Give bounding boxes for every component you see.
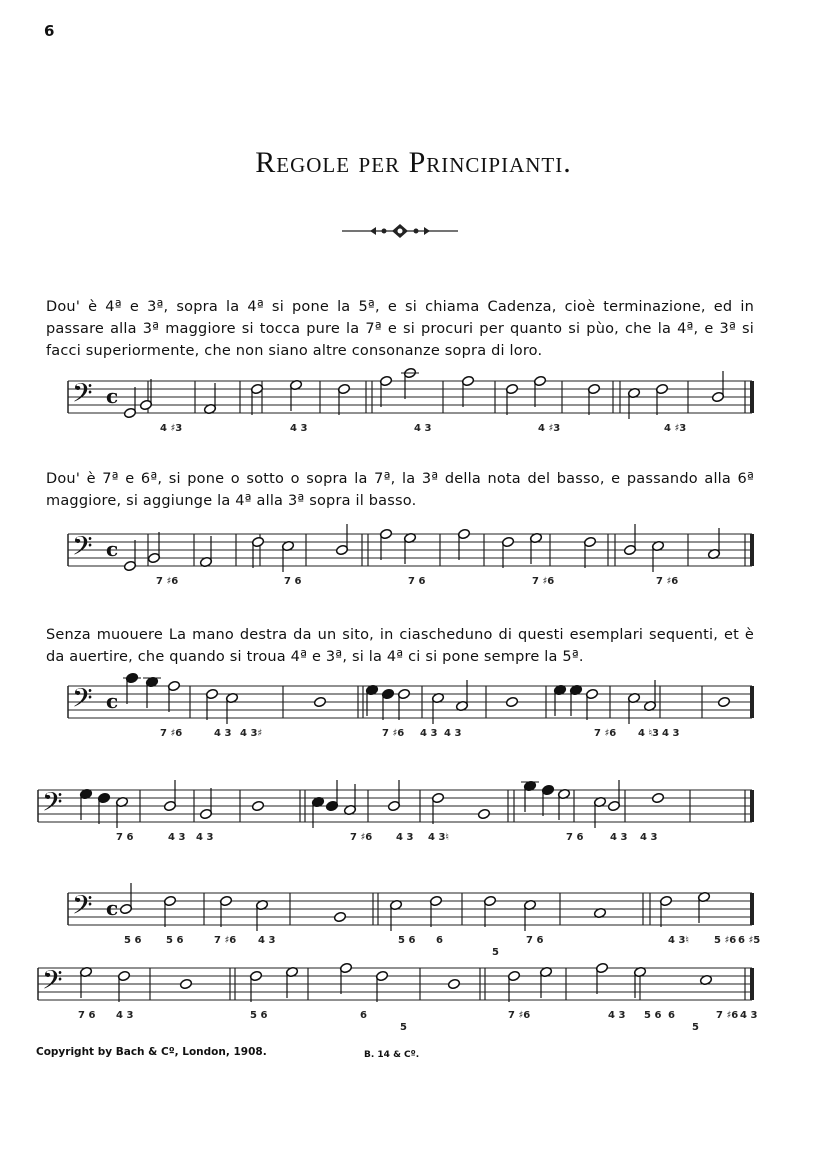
figured-bass: 7 ♯6 (508, 1010, 531, 1021)
figured-bass: 6 (668, 1010, 675, 1021)
figured-bass: 5 6 (124, 935, 142, 946)
figured-bass: 7 ♯6 (350, 832, 373, 843)
figured-bass: 4 3 (290, 423, 308, 434)
figured-bass: 4 3 (420, 728, 438, 739)
figured-bass: 5 6 (398, 935, 416, 946)
note (251, 800, 264, 811)
figured-bass: 7 6 (566, 832, 584, 843)
staff5-staff (68, 883, 760, 958)
figured-bass: 4 3♮ (668, 935, 689, 946)
note (447, 978, 460, 989)
figured-bass: 7 6 (78, 1010, 96, 1021)
figured-bass: 5 ♯6 (714, 935, 737, 946)
figured-bass: 7 ♯6 (532, 576, 555, 587)
figured-bass: 7 ♯6 (716, 1010, 739, 1021)
figured-bass: 4 3 (444, 728, 462, 739)
figured-bass: 4 3 (396, 832, 414, 843)
figured-bass: 4 ♯3 (664, 423, 687, 434)
staff3-staff (68, 672, 752, 739)
figured-bass: 4 3 (414, 423, 432, 434)
common-time-icon: c (106, 896, 119, 920)
common-time-icon: c (106, 384, 119, 408)
bass-clef-icon: 𝄢 (42, 786, 63, 824)
page-title: Regole per Principianti. (255, 146, 572, 179)
figured-bass: 4 ♯3 (538, 423, 561, 434)
figured-bass: 4 3 (662, 728, 680, 739)
bass-clef-icon: 𝄢 (72, 530, 93, 568)
figured-bass: 4 3♯ (240, 728, 263, 739)
paragraph-cadenza: Dou' è 4ª e 3ª, sopra la 4ª si pone la 5ª, e si chiama Cadenza, cioè terminazione, ed in passare alla 3ª maggiore si tocca pure la 7ª e si procuri per quanto si pùo, che la 4ª, e 3ª si facci superiormente, che non siano altre consonanze sopra di loro. (46, 299, 754, 359)
figured-bass: 7 6 (408, 576, 426, 587)
figured-bass: 4 3 (196, 832, 214, 843)
figured-bass: 6 ♯5 (738, 935, 761, 946)
figured-bass: 4 3♮ (428, 832, 449, 843)
note (505, 696, 518, 707)
figured-bass: 7 6 (116, 832, 134, 843)
figured-bass: 5 (400, 1022, 407, 1033)
figured-bass: 5 (492, 947, 499, 958)
copyright-notice: Copyright by Bach & Cº, London, 1908. (36, 1046, 267, 1058)
note (651, 792, 664, 803)
figured-bass: 7 ♯6 (382, 728, 405, 739)
note (179, 978, 192, 989)
figured-bass: 4 3 (610, 832, 628, 843)
figured-bass: 4 3 (258, 935, 276, 946)
figured-bass: 7 6 (526, 935, 544, 946)
note (333, 911, 346, 922)
staff4-staff (38, 780, 752, 843)
figured-bass: 7 ♯6 (594, 728, 617, 739)
note (477, 808, 490, 819)
figured-bass: 5 6 (644, 1010, 662, 1021)
page-number: 6 (44, 22, 55, 40)
figured-bass: 7 ♯6 (156, 576, 179, 587)
figured-bass: 7 ♯6 (214, 935, 237, 946)
bass-clef-icon: 𝄢 (42, 964, 63, 1002)
figured-bass: 6 (436, 935, 443, 946)
note (717, 696, 730, 707)
figured-bass: 7 ♯6 (656, 576, 679, 587)
figured-bass: 4 3 (116, 1010, 134, 1021)
figured-bass: 7 ♯6 (160, 728, 183, 739)
figured-bass: 4 ♮3 (638, 728, 659, 739)
figured-bass: 5 6 (250, 1010, 268, 1021)
figured-bass: 5 6 (166, 935, 184, 946)
figured-bass: 4 3 (608, 1010, 626, 1021)
paragraph-seventh-sixth: Dou' è 7ª e 6ª, si pone o sotto o sopra la 7ª, la 3ª della nota del basso, e passando alla 6ª maggiore, si aggiunge la 4ª alla 3ª sopra il basso. (46, 471, 754, 509)
figured-bass: 4 3 (740, 1010, 758, 1021)
bass-clef-icon: 𝄢 (72, 682, 93, 720)
figured-bass: 7 6 (284, 576, 302, 587)
figured-bass: 4 ♯3 (160, 423, 183, 434)
common-time-icon: c (106, 689, 119, 713)
figured-bass: 6 (360, 1010, 367, 1021)
staff6-staff (38, 962, 757, 1033)
staff1-staff (68, 367, 752, 434)
bass-clef-icon: 𝄢 (72, 889, 93, 927)
bass-clef-icon: 𝄢 (72, 377, 93, 415)
plate-number: B. 14 & Cº. (364, 1050, 420, 1060)
figured-bass: 4 3 (168, 832, 186, 843)
common-time-icon: c (106, 537, 119, 561)
figured-bass: 5 (692, 1022, 699, 1033)
staff2-staff (68, 524, 752, 587)
figured-bass: 4 3 (214, 728, 232, 739)
paragraph-right-hand: Senza muouere La mano destra da un sito, in ciascheduno di questi esemplari sequenti, et è da auertire, che quando si troua 4ª e 3ª, si la 4ª ci si pone sempre la 5ª. (46, 627, 754, 665)
figured-bass: 4 3 (640, 832, 658, 843)
note (313, 696, 326, 707)
